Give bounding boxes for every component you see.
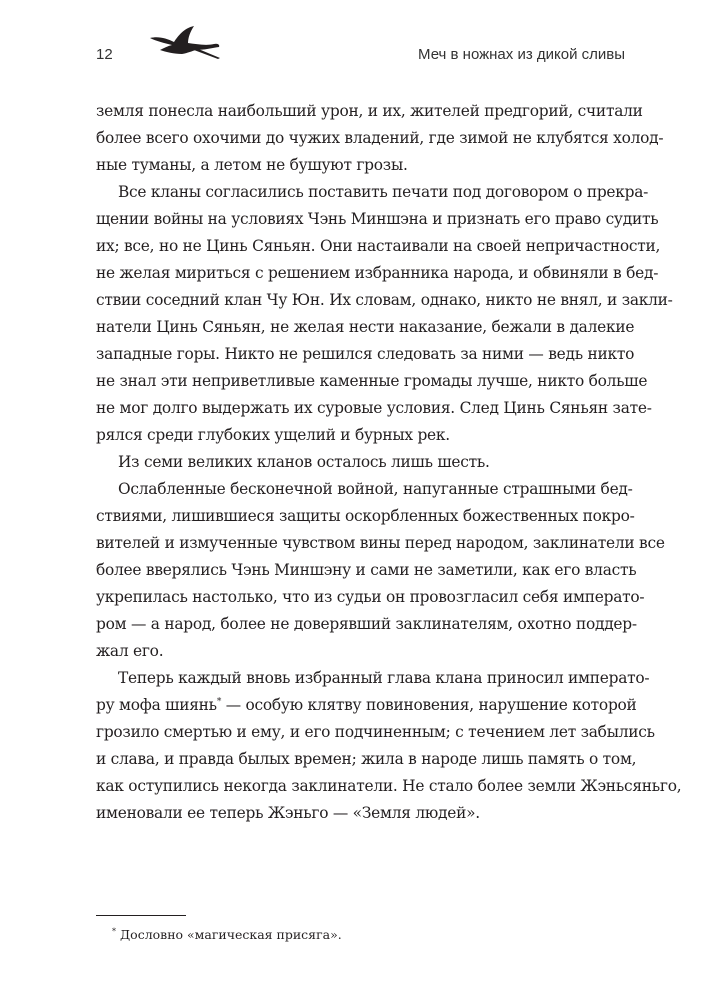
text-line: не мог долго выдержать их суровые условия. След Цинь Сяньян зате- [96,399,652,417]
text-line: ром — а народ, более не доверявший заклинателям, охотно поддер- [96,615,637,633]
text-line: натели Цинь Сяньян, не желая нести наказание, бежали в далекие [96,318,635,336]
text-line: именовали ее теперь Жэньго — «Земля людей». [96,804,480,822]
text-fragment: — особую клятву повиновения, нарушение которой [221,696,637,714]
text-line: Теперь каждый вновь избранный глава клана приносил императо- [118,669,650,687]
paragraph [96,449,624,476]
text-line: не желая мириться с решением избранника народа, и обвиняли в бед- [96,264,659,282]
paragraph [96,98,664,179]
footnote-reference: * [216,696,222,707]
text-line: рялся среди глубоких ущелий и бурных рек. [96,426,450,444]
footnote-text: Дословно «магическая присяга». [120,927,342,942]
text-line: ствии соседний клан Чу Юн. Их словам, однако, никто не внял, и закли- [96,291,673,309]
text-line: Все кланы согласились поставить печати под договором о прекра- [118,183,649,201]
body-text [96,98,682,827]
footnote [112,927,342,942]
text-line: не знал эти неприветливые каменные громады лучше, никто больше [96,372,648,390]
text-line: жал его. [96,642,164,660]
paragraph [96,476,665,665]
text-line: грозило смертью и ему, и его подчиненным; с течением лет забылись [96,723,655,741]
running-title: Меч в ножнах из дикой сливы [418,46,625,63]
text-line: и слава, и правда былых времен; жила в народе лишь память о том, [96,750,637,768]
text-line: щении войны на условиях Чэнь Миншэна и признать его право судить [96,210,659,228]
text-line: укрепилась настолько, что из судьи он провозгласил себя императо- [96,588,645,606]
text-line: вителей и измученные чувством вины перед народом, заклинатели все [96,534,665,552]
crane-icon [148,24,222,64]
text-line: более всего охочими до чужих владений, где зимой не клубятся холод- [96,129,664,147]
paragraph [96,179,673,449]
text-line: Из семи великих кланов осталось лишь шесть. [118,453,490,471]
text-line: земля понесла наибольший урон, и их, жителей предгорий, считали [96,102,643,120]
text-line: западные горы. Никто не решился следовать за ними — ведь никто [96,345,635,363]
paragraph [96,665,682,827]
text-fragment: ру мофа шиянь [96,696,217,714]
text-line: как оступились некогда заклинатели. Не стало более земли Жэньсяньго, [96,777,682,795]
text-line: ствиями, лишившиеся защиты оскорбленных божественных покро- [96,507,635,525]
footnote-mark: * [112,926,116,936]
page-number: 12 [96,46,113,63]
text-line: Ослабленные бесконечной войной, напуганные страшными бед- [118,480,633,498]
footnote-divider [96,915,186,916]
text-line: более вверялись Чэнь Миншэну и сами не заметили, как его власть [96,561,637,579]
text-line [96,692,637,719]
text-line: их; все, но не Цинь Сяньян. Они настаивали на своей непричастности, [96,237,661,255]
text-line: ные туманы, а летом не бушуют грозы. [96,156,408,174]
